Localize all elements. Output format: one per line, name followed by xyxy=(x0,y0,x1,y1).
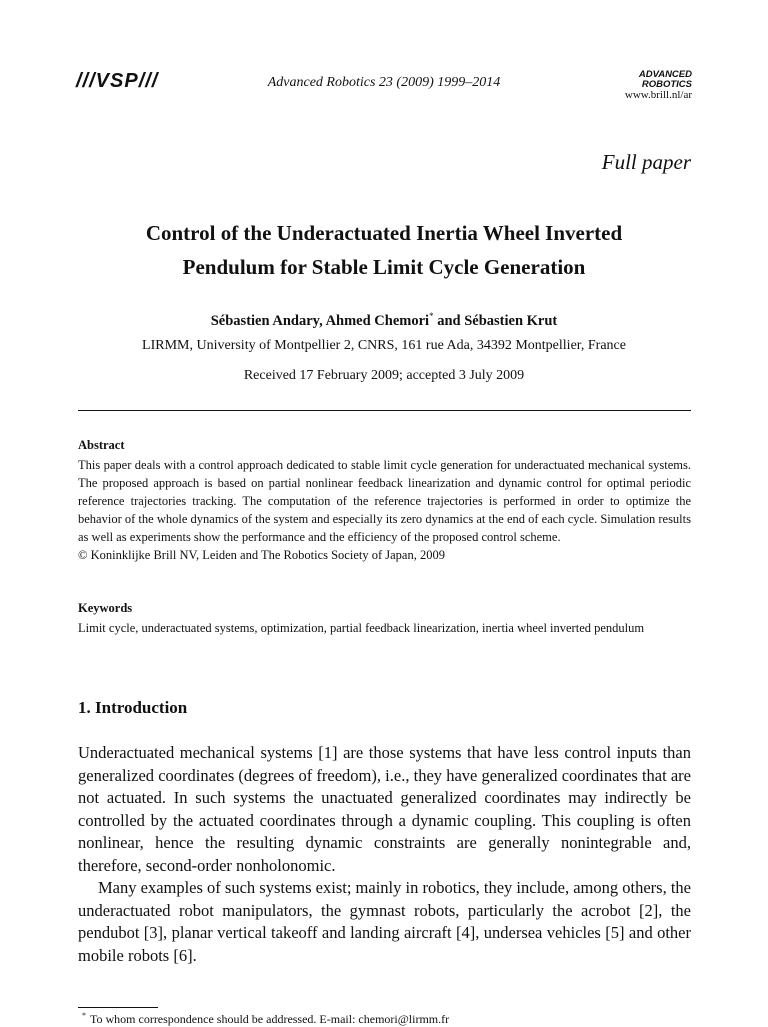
journal-brand-line-2: ROBOTICS xyxy=(641,79,692,90)
body-paragraph: Many examples of such systems exist; mainly in robotics, they include, among others, the underactuated robot manipulators, the gymnast robots, particularly the acrobot [2], the pendubot [3], planar vertical takeoff and landing aircraft [4], undersea vehicles [5] and other mobile robots [6]. xyxy=(78,878,691,965)
title-line-1: Control of the Underactuated Inertia Wheel Inverted xyxy=(145,221,623,245)
author-name: Ahmed Chemori xyxy=(325,312,430,329)
keywords-heading: Keywords xyxy=(78,601,133,615)
author-separator: , xyxy=(319,312,326,329)
abstract-heading: Abstract xyxy=(78,438,125,452)
author-name: Sébastien Krut xyxy=(464,312,558,329)
body-paragraph: Underactuated mechanical systems [1] are those systems that have less control inputs than generalized coordinates (degrees of freedom), i.e., they have generalized coordinates that are not actuated. In such systems the unactuated generalized coordinates may indirectly be controlled by the actuated coordinates through a dynamic coupling. This coupling is often nonlinear, hence the resulting dynamic constraints are generally nonintegrable and, therefore, second-order nonholonomic. xyxy=(78,743,691,875)
author-name: Sébastien Andary xyxy=(210,312,320,329)
journal-url[interactable]: www.brill.nl/ar xyxy=(624,89,692,101)
header-divider xyxy=(78,410,691,411)
affiliation: LIRMM, University of Montpellier 2, CNRS, 161 rue Ada, 34392 Montpellier, France xyxy=(142,338,626,353)
footnote-text: To whom correspondence should be addressed. E-mail: chemori@lirmm.fr xyxy=(90,1012,450,1026)
publisher-logo: ///VSP/// xyxy=(76,70,159,92)
footnote xyxy=(82,1011,449,1027)
paper-type-label: Full paper xyxy=(601,150,691,174)
journal-brand-line-1: ADVANCED xyxy=(638,69,692,80)
abstract-text: This paper deals with a control approach dedicated to stable limit cycle generation for underactuated mechanical systems. The proposed approach is based on partial nonlinear feedback linearization and dynamic control for optimal periodic reference trajectories tracking. The computation of the reference trajectories is performed in order to optimize the behavior of the whole dynamics of the system and especially its zero dynamics at the end of each cycle. Simulation results as well as experiments show the performance and the efficiency of the proposed control scheme. xyxy=(78,458,691,544)
journal-brand-logo xyxy=(639,70,692,90)
abstract-block xyxy=(78,456,691,564)
title-line-2: Pendulum for Stable Limit Cycle Generation xyxy=(182,255,586,279)
journal-citation: Advanced Robotics 23 (2009) 1999–2014 xyxy=(267,75,501,90)
footnote-mark: * xyxy=(82,1011,86,1020)
author-separator: and xyxy=(433,312,465,329)
section-heading: 1. Introduction xyxy=(78,698,188,717)
correspondence-mark: * xyxy=(429,311,434,321)
copyright-notice: © Koninklijke Brill NV, Leiden and The Robotics Society of Japan, 2009 xyxy=(78,548,445,562)
section-body xyxy=(78,742,691,967)
keywords-text: Limit cycle, underactuated systems, optimization, partial feedback linearization, inertia wheel inverted pendulum xyxy=(78,621,645,635)
paper-title xyxy=(0,216,768,284)
footnote-divider xyxy=(78,1007,158,1008)
received-dates: Received 17 February 2009; accepted 3 July 2009 xyxy=(243,368,525,383)
author-list xyxy=(0,311,768,330)
